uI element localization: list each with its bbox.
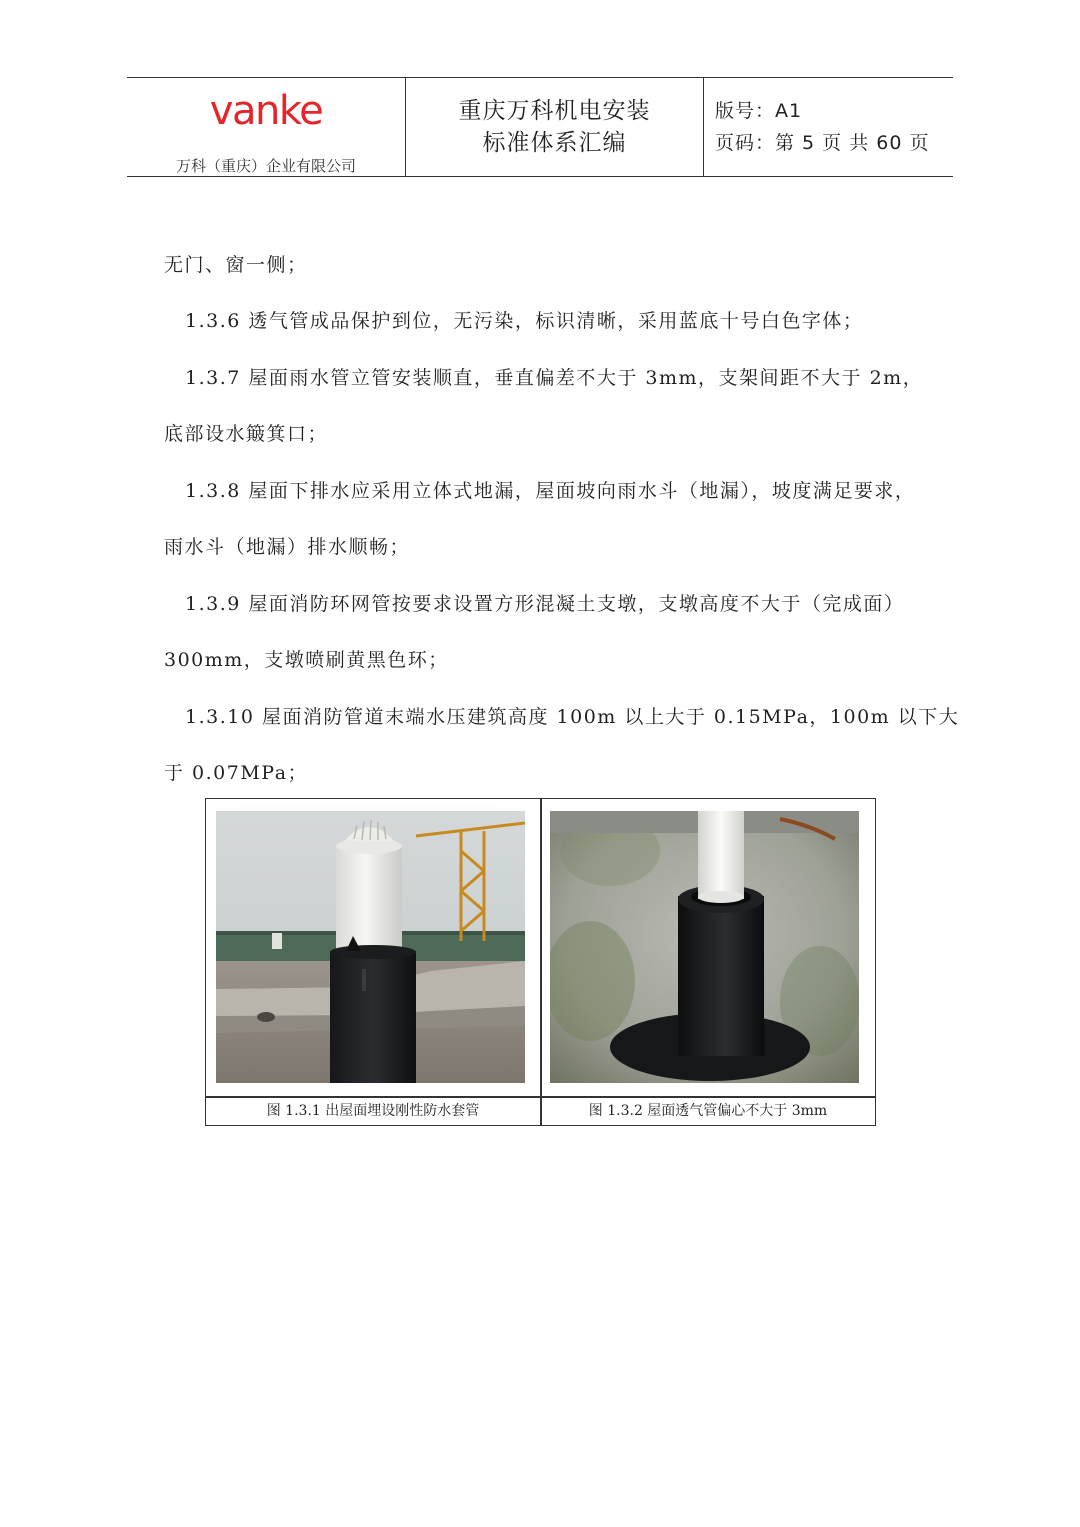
document-title-line1: 重庆万科机电安装 — [458, 98, 651, 124]
paragraph-line: 300mm，支墩喷刷黄黑色环； — [164, 649, 449, 671]
version-label: 版号：A1 — [715, 100, 803, 122]
figure-caption-2: 图 1.3.2 屋面透气管偏心不大于 3mm — [588, 1103, 828, 1119]
paragraph-line: 雨水斗（地漏）排水顺畅； — [164, 536, 411, 558]
paragraph-line: 底部设水簸箕口； — [164, 423, 329, 445]
vanke-logo: vanke — [209, 88, 323, 134]
company-name: 万科（重庆）企业有限公司 — [175, 157, 356, 175]
meta-cell — [704, 78, 953, 176]
table-divider — [540, 799, 542, 1125]
photo-vent-pipe-eccentric — [550, 811, 859, 1083]
paragraph-line: 1.3.9 屋面消防环网管按要求设置方形混凝土支墩，支墩高度不大于（完成面） — [185, 593, 905, 615]
logo-cell — [127, 78, 406, 176]
photo-rooftop-sleeve — [216, 811, 525, 1083]
paragraph-line: 1.3.10 屋面消防管道末端水压建筑高度 100m 以上大于 0.15MPa，100m 以下大 — [185, 706, 960, 728]
paragraph-line: 1.3.7 屋面雨水管立管安装顺直，垂直偏差不大于 3mm，支架间距不大于 2m， — [185, 367, 924, 389]
page-number-label: 页码：第 5 页 共 60 页 — [715, 132, 930, 154]
document-title-line2: 标准体系汇编 — [482, 130, 627, 156]
document-header — [127, 77, 953, 177]
figure-caption-1: 图 1.3.1 出屋面埋设刚性防水套管 — [266, 1103, 480, 1119]
paragraph-line: 1.3.6 透气管成品保护到位，无污染，标识清晰，采用蓝底十号白色字体； — [185, 310, 864, 332]
paragraph-line: 1.3.8 屋面下排水应采用立体式地漏，屋面坡向雨水斗（地漏），坡度满足要求， — [185, 480, 916, 502]
figure-table — [205, 798, 876, 1126]
title-cell — [406, 78, 704, 176]
paragraph-line: 无门、窗一侧； — [164, 254, 308, 276]
paragraph-line: 于 0.07MPa； — [164, 762, 309, 784]
